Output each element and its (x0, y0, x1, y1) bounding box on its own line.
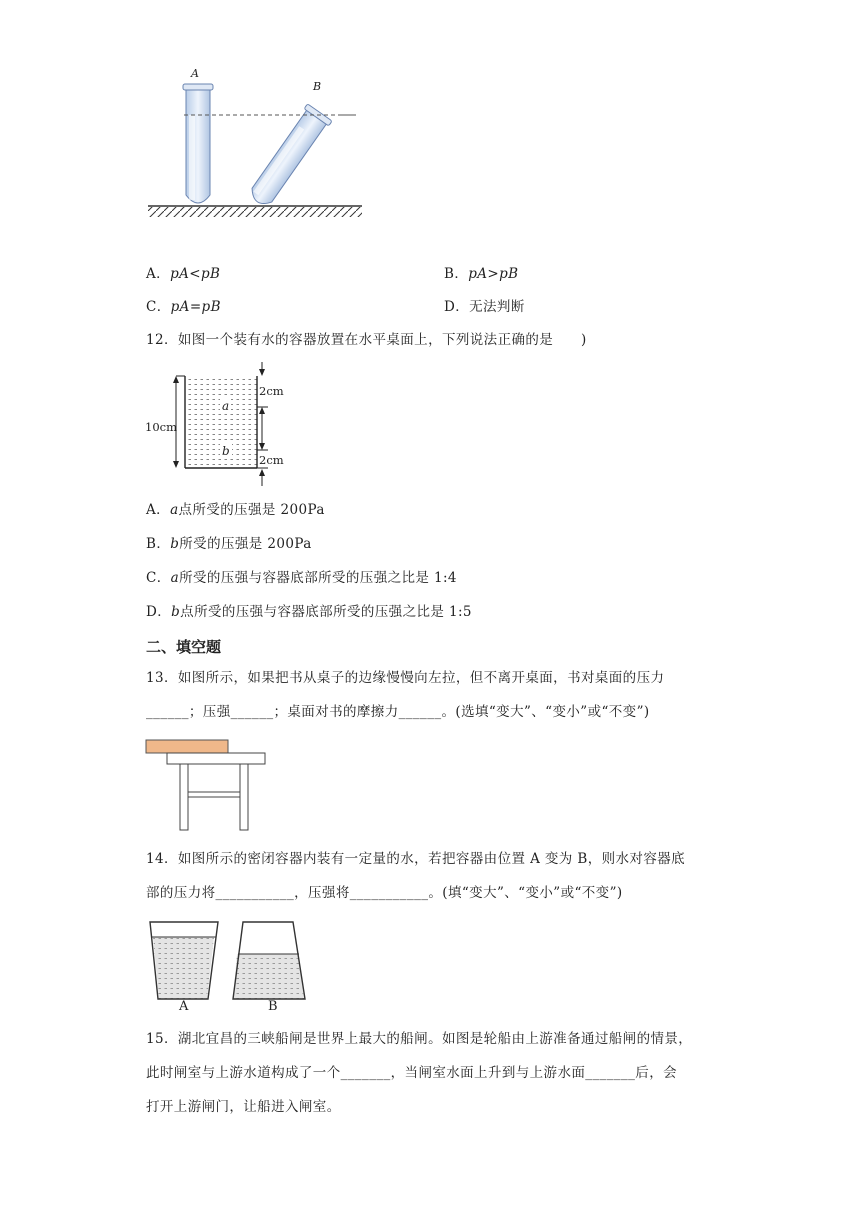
tube-b-label: B (313, 80, 322, 93)
option-prefix: C． (146, 299, 171, 315)
book-on-table-figure (140, 735, 280, 835)
option-prefix: B． (146, 536, 171, 552)
q15-line-2: 此时闸室与上游水道构成了一个_______，当闸室水面上升到与上游水面_______后，会 (146, 1065, 677, 1081)
q11-option-b (444, 265, 519, 283)
option-text: 所受的压强与容器底部所受的压强之比是 1:4 (179, 570, 457, 586)
option-text: 点所受的压强与容器底部所受的压强之比是 1:5 (180, 604, 472, 620)
container-a-label: A (179, 999, 189, 1014)
q13-line-1: 13．如图所示，如果把书从桌子的边缘慢慢向左拉，但不离开桌面，书对桌面的压力 (146, 670, 665, 686)
container-b-label: B (268, 999, 278, 1014)
point-a-label: a (222, 399, 230, 413)
option-prefix: A． (146, 266, 171, 282)
sealed-containers-figure (140, 916, 320, 1016)
q15-line-1: 15．湖北宜昌的三峡船闸是世界上最大的船闸。如图是轮船由上游准备通过船闸的情景， (146, 1031, 693, 1047)
q12-stem: 12．如图一个装有水的容器放置在水平桌面上，下列说法正确的是 ) (146, 332, 587, 348)
q14-line-1: 14．如图所示的密闭容器内装有一定量的水，若把容器由位置 A 变为 B，则水对容器底 (146, 851, 686, 867)
option-variable: b (171, 604, 181, 620)
point-b-label: b (222, 444, 230, 458)
q11-option-c (146, 298, 221, 316)
q15-line-3: 打开上游闸门，让船进入闸室。 (146, 1099, 341, 1115)
option-prefix: C． (146, 570, 171, 586)
test-tubes-figure (140, 75, 380, 225)
section-heading: 二、填空题 (146, 638, 222, 656)
tube-b (247, 110, 326, 209)
height-10cm-label: 10cm (145, 420, 177, 434)
option-prefix: B． (444, 266, 469, 282)
tube-a-label: A (191, 67, 199, 80)
option-expression: pA=pB (170, 299, 221, 315)
option-variable: b (170, 536, 180, 552)
option-expression: pA>pB (468, 266, 519, 282)
q14-line-2: 部的压力将___________，压强将___________。(填“变大”、“变小”或“不变”) (146, 885, 623, 901)
q12-option-c (146, 569, 457, 587)
option-text: 点所受的压强是 200Pa (178, 502, 325, 518)
q11-option-d (444, 298, 525, 316)
option-prefix: A． (146, 502, 171, 518)
q11-option-a (146, 265, 220, 283)
option-variable: a (170, 570, 180, 586)
q12-option-d (146, 603, 472, 621)
option-prefix: D． (444, 299, 470, 315)
option-expression: pA<pB (170, 266, 221, 282)
q12-option-b (146, 535, 312, 553)
q13-line-2: ______；压强______；桌面对书的摩擦力______。(选填“变大”、“变小”或“不变”) (146, 704, 650, 720)
option-text: 无法判断 (469, 299, 525, 315)
book (146, 740, 228, 753)
option-prefix: D． (146, 604, 172, 620)
depth-top-2cm-label: 2cm (259, 384, 284, 398)
option-text: 所受的压强是 200Pa (179, 536, 312, 552)
q12-option-a (146, 501, 325, 519)
option-variable: a (170, 502, 179, 518)
depth-bottom-2cm-label: 2cm (259, 453, 284, 467)
